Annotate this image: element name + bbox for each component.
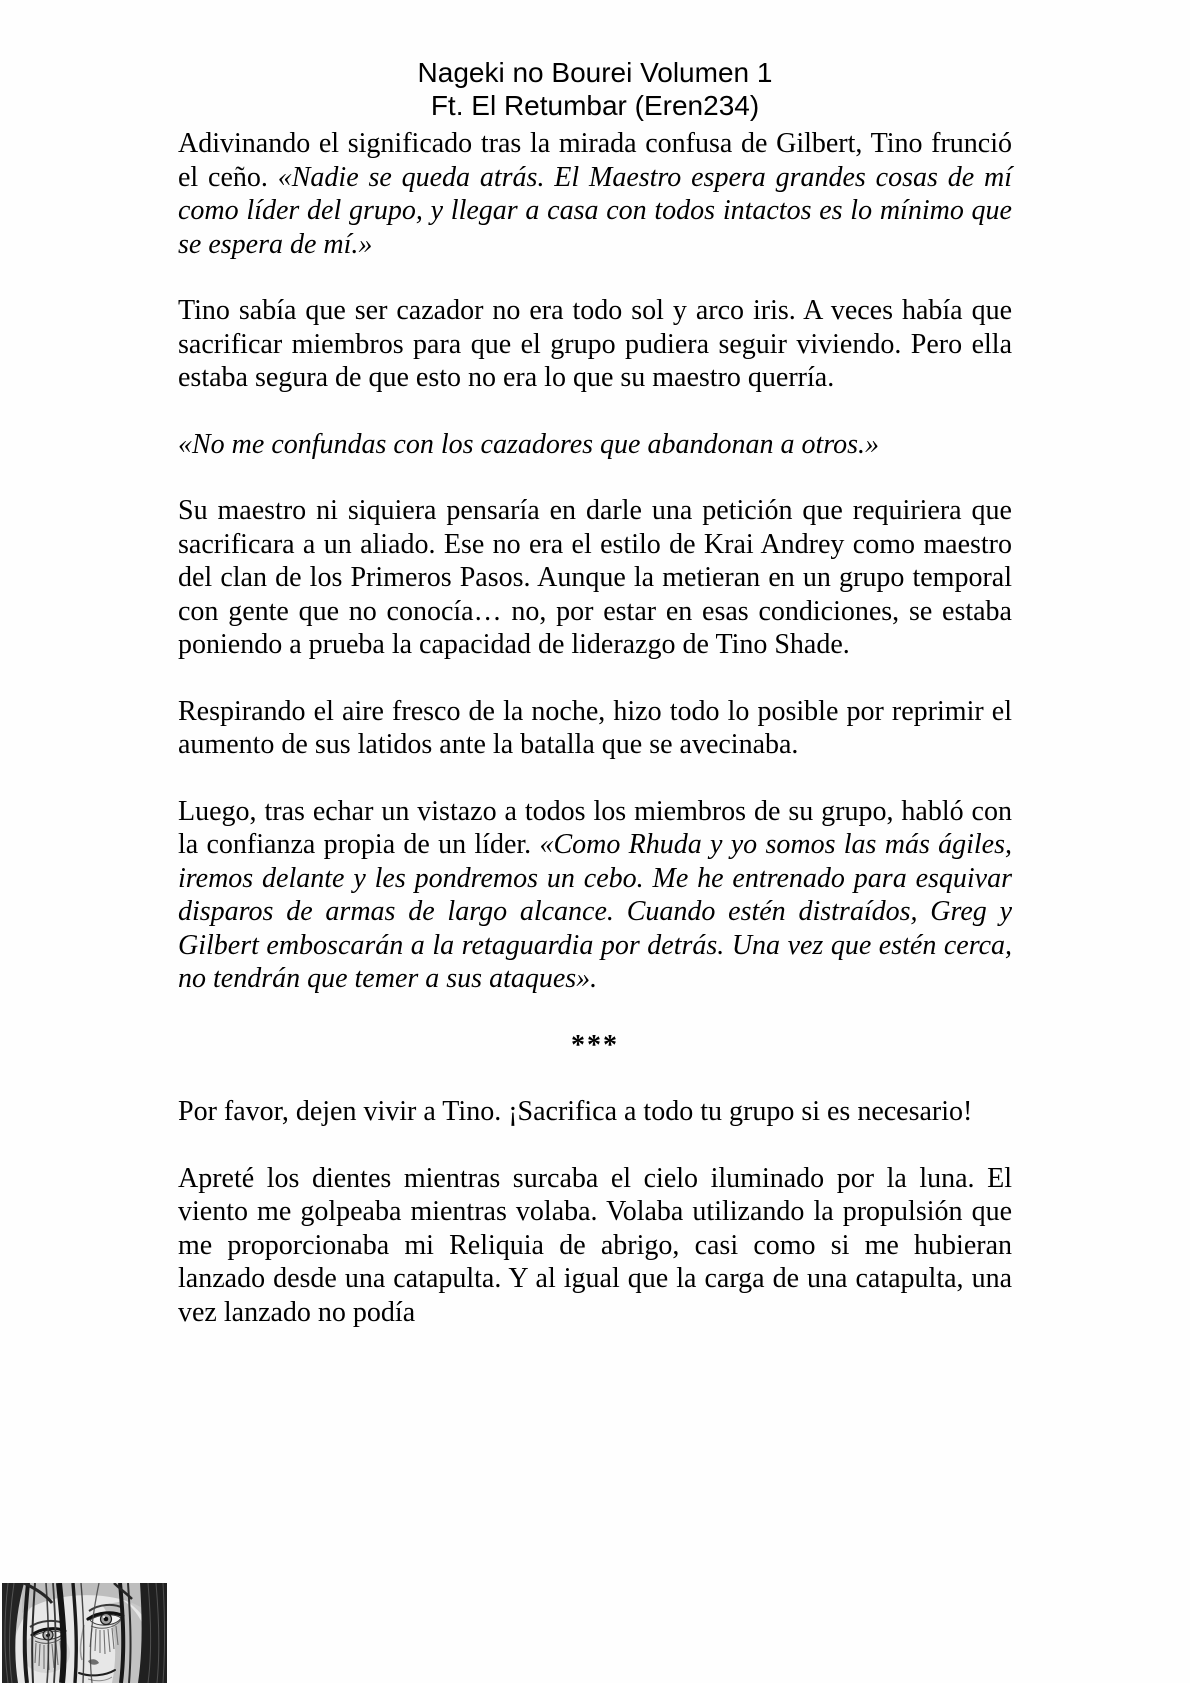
paragraph-1-lead: Adivinando el significado tras la mirada confusa de Gilbert, Tino frunció el ceño. (178, 128, 1012, 193)
manga-face-illustration (2, 1583, 167, 1683)
paragraph-7-lead: Por favor, dejen vivir a Tino. ¡Sacrifica a todo tu grupo si es necesario! (178, 1096, 973, 1127)
section-divider: *** (571, 1029, 619, 1061)
paragraph-6-quote: «Como Rhuda y yo somos las más ágiles, iremos delante y les pondremos un cebo. Me he entrenado para esquivar disparos de armas de largo alcance. Cuando estén distraídos, Greg y Gilbert emboscarán a la retaguardia por detrás. Una vez que estén cerca, no tendrán que temer a sus ataques». (178, 829, 1013, 994)
paragraph-2 (178, 294, 1012, 395)
paragraph-6-lead: Luego, tras echar un vistazo a todos los miembros de su grupo, habló con la confianza propia de un líder. (178, 795, 1012, 860)
document-subtitle: Ft. El Retumbar (Eren234) (430, 90, 760, 121)
document-body (178, 127, 1012, 1329)
paragraph-3-quote: «No me confundas con los cazadores que abandonan a otros.» (178, 428, 879, 460)
paragraph-2-lead: Tino sabía que ser cazador no era todo sol y arco iris. A veces había que sacrificar miembros para que el grupo pudiera seguir viviendo. Pero ella estaba segura de que esto no era lo que su maestro querría. (178, 295, 1012, 393)
paragraph-3 (178, 428, 1012, 462)
document-title: Nageki no Bourei Volumen 1 (417, 57, 773, 88)
paragraph-7 (178, 1095, 1012, 1129)
paragraph-5 (178, 695, 1012, 762)
paragraph-8-lead: Apreté los dientes mientras surcaba el cielo iluminado por la luna. El viento me golpeaba mientras volaba. Volaba utilizando la propulsión que me proporcionaba mi Reliquia de abrigo, casi como si me hubieran lanzado desde una catapulta. Y al igual que la carga de una catapulta, una vez lanzado no podía (178, 1162, 1012, 1328)
paragraph-1-quote: «Nadie se queda atrás. El Maestro espera grandes cosas de mí como líder del grupo, y llegar a casa con todos intactos es lo mínimo que se espera de mí.» (178, 161, 1012, 260)
paragraph-4-lead: Su maestro ni siquiera pensaría en darle una petición que requiriera que sacrificara a un aliado. Ese no era el estilo de Krai Andrey como maestro del clan de los Primeros Pasos. Aunque la metieran en un grupo temporal con gente que no conocía… no, por estar en esas condiciones, se estaba poniendo a prueba la capacidad de liderazgo de Tino Shade. (178, 495, 1012, 660)
hair-right-mass (138, 1583, 167, 1683)
document-header (0, 0, 1190, 122)
paragraph-6 (178, 795, 1012, 996)
paragraph-8 (178, 1162, 1012, 1330)
paragraph-5-lead: Respirando el aire fresco de la noche, hizo todo lo posible por reprimir el aumento de sus latidos ante la batalla que se avecinaba. (178, 695, 1012, 760)
paragraph-1 (178, 127, 1012, 261)
paragraph-4 (178, 494, 1012, 662)
